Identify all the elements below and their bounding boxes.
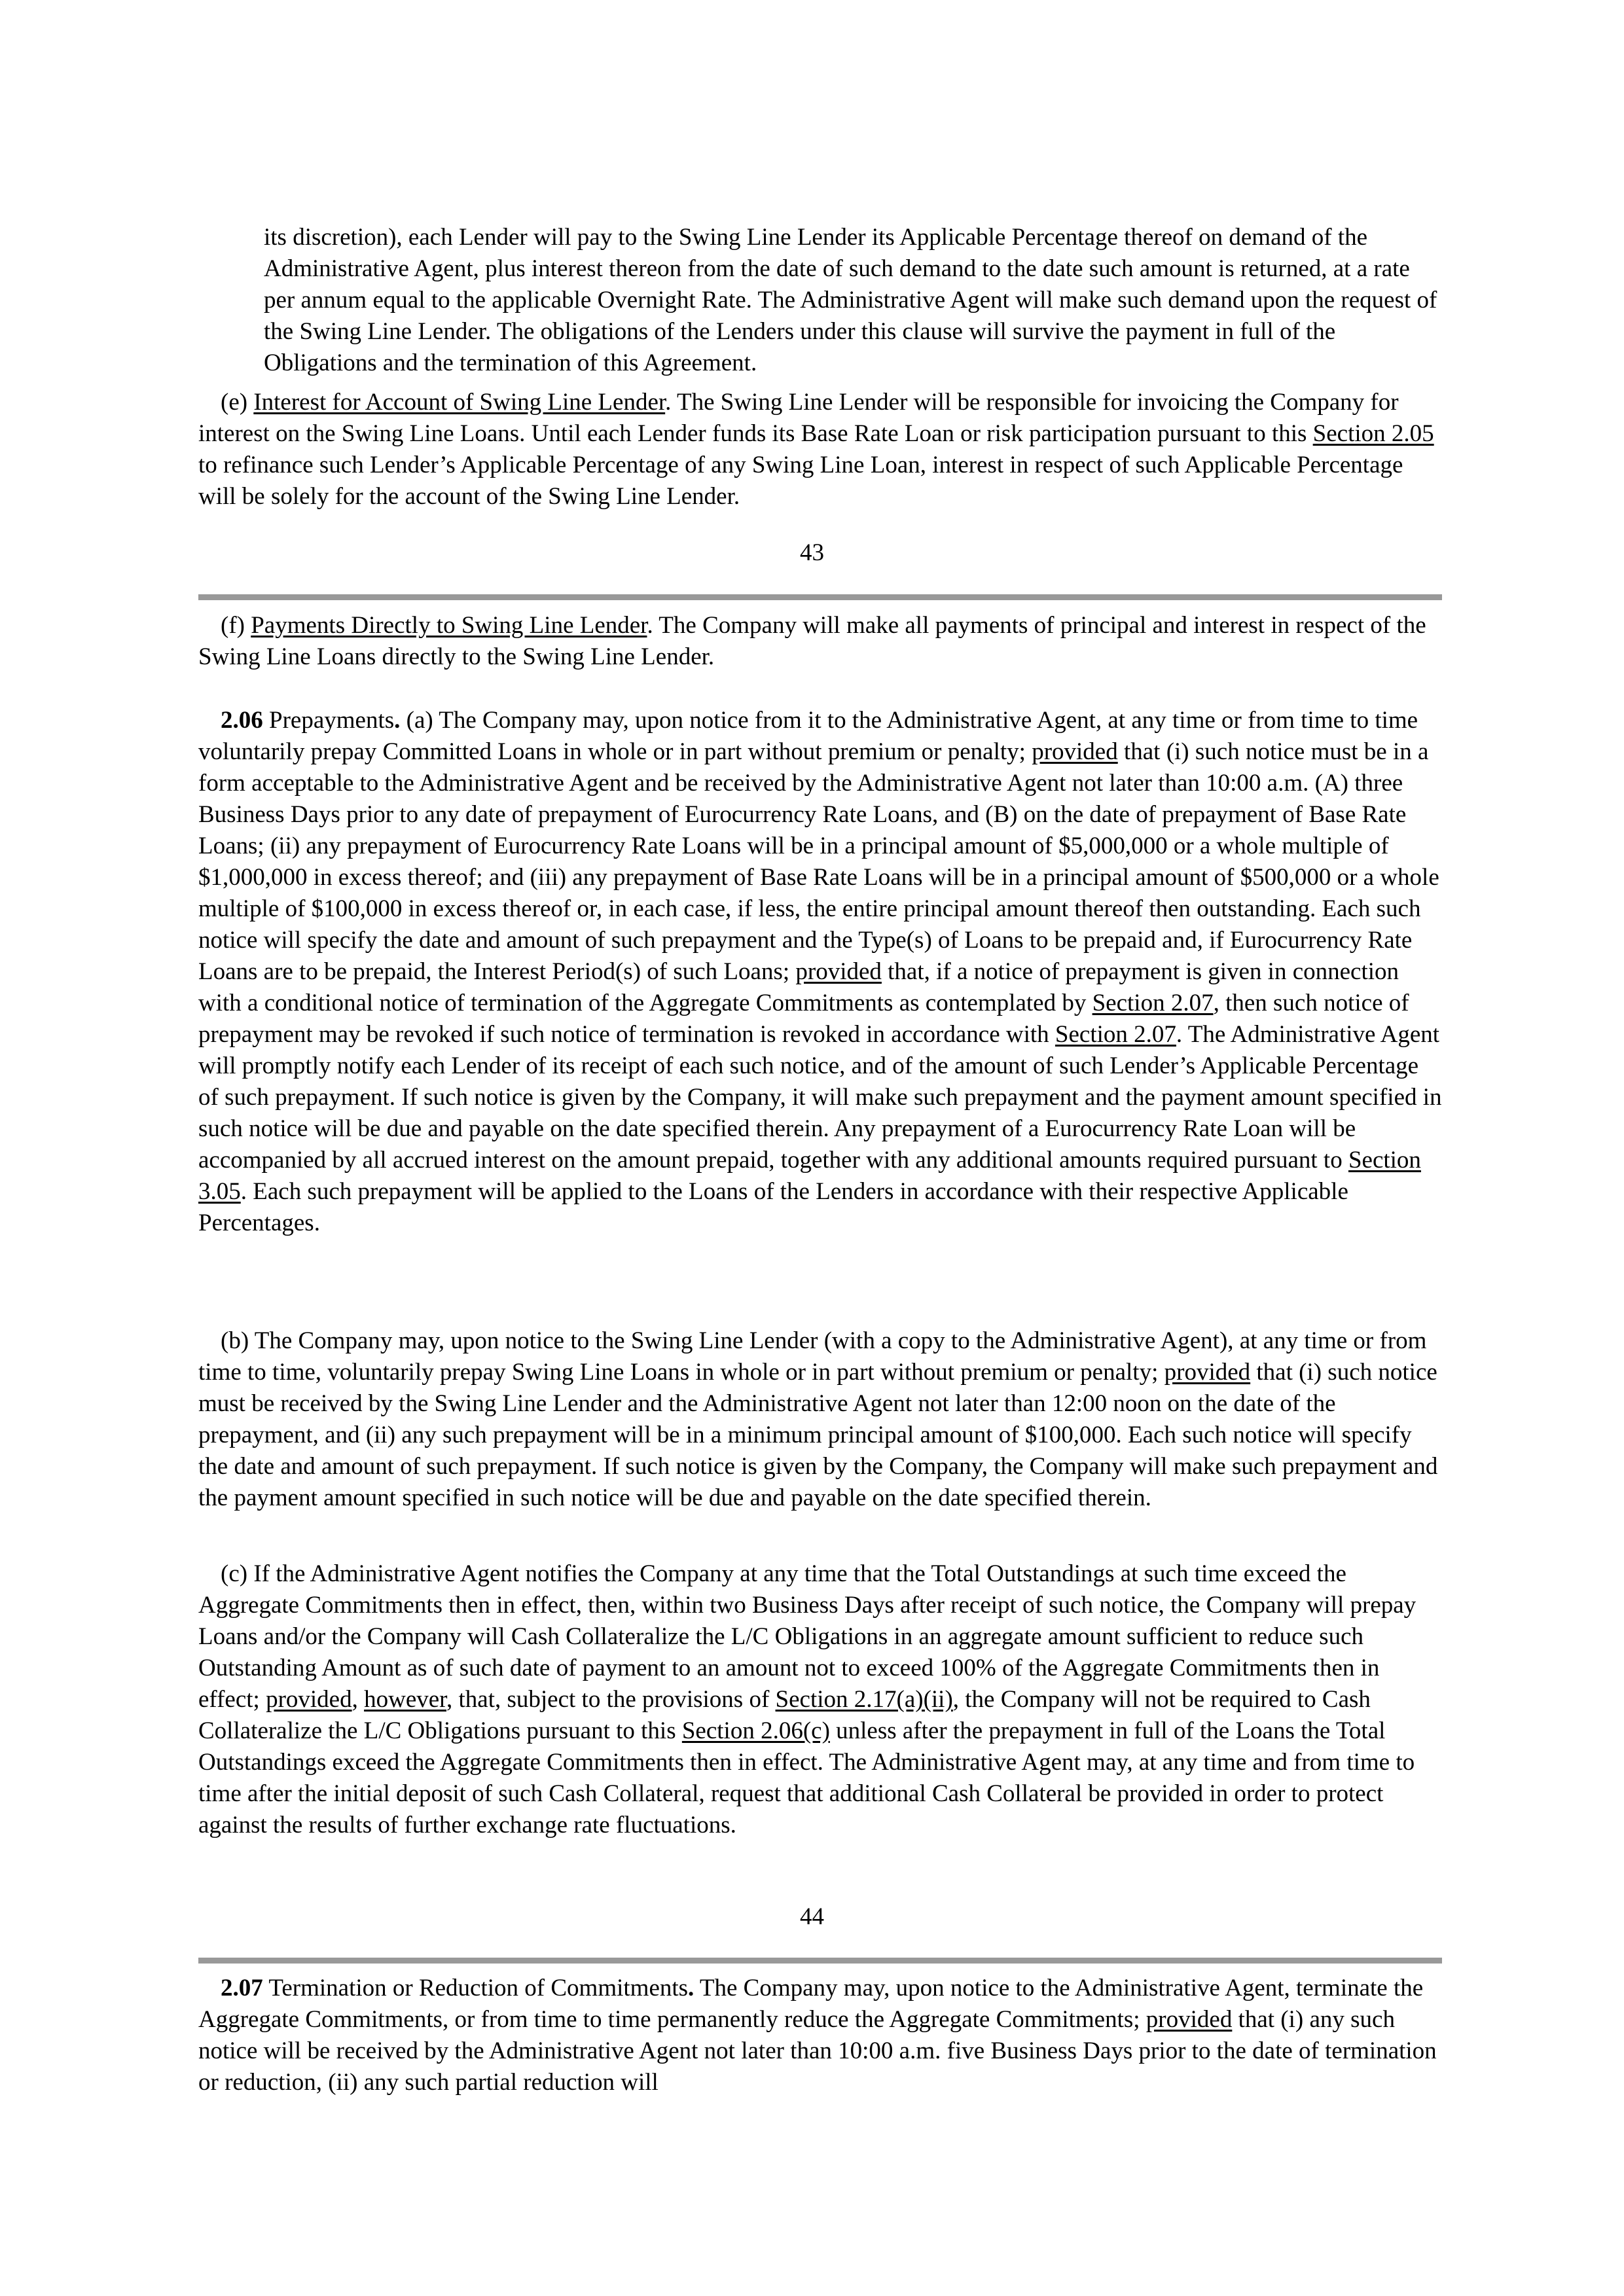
section-reference-link[interactable]: Section 2.07 <box>1092 990 1214 1016</box>
text-run: . The Swing Line Lender will be responsible for invoicing the Company for interest on the Swing Line Loans. Until each Lender funds its Base Rate Loan or risk participation pursuant to this <box>198 389 1399 447</box>
paragraph-text <box>198 387 1442 512</box>
paragraph-f <box>198 610 1442 673</box>
text-run: , then such notice of prepayment may be revoked if such notice of termination is revoked in accordance with <box>198 990 1409 1048</box>
section-reference-link[interactable]: Section 2.17(a)(ii) <box>775 1686 953 1713</box>
provided-term: provided <box>1146 2006 1233 2033</box>
paragraph-continuation <box>264 198 1442 403</box>
section-2-06-a <box>198 705 1442 1239</box>
heading-period: . <box>394 707 401 734</box>
section-reference-link[interactable]: Section 2.07 <box>1055 1021 1176 1048</box>
text-run: , the Company will not be required to Cash Collateralize the L/C Obligations pursuant to this <box>198 1686 1371 1744</box>
section-heading: Termination or Reduction of Commitments <box>262 1975 689 2001</box>
paragraph-text <box>198 705 1442 1239</box>
section-2-06-c <box>198 1558 1442 1841</box>
paragraph-e <box>198 387 1442 512</box>
section-reference-link[interactable]: Section 2.05 <box>1312 420 1434 447</box>
heading-period: . <box>688 1975 695 2001</box>
text-run: , <box>352 1686 365 1713</box>
however-term: however <box>364 1686 446 1713</box>
provided-term: provided <box>1032 738 1118 765</box>
clause-title: Interest for Account of Swing Line Lender <box>253 389 666 416</box>
text-run: that (i) such notice must be received by the Swing Line Lender and the Administrative Agent not later than 12:00 noon on the date of the prepayment, and (ii) any such prepayment will be in a minimum principal amount of $100,000. Each such notice will specify the date and amount of such prepayment. If such notice is given by the Company, the Company will make such prepayment and the payment amount specified in such notice will be due and payable on the date specified therein. <box>198 1359 1438 1511</box>
page-divider <box>198 1958 1442 1964</box>
text-run: (b) The Company may, upon notice to the Swing Line Lender (with a copy to the Administrative Agent), at any time or from time to time, voluntarily prepay Swing Line Loans in whole or in part without premium or penalty; <box>198 1327 1427 1386</box>
section-heading: Prepayments <box>262 707 395 734</box>
text-run: The Company may, upon notice to the Administrative Agent, terminate the Aggregate Commitments, or from time to time permanently reduce the Aggregate Commitments; <box>198 1975 1424 2033</box>
paragraph-text <box>198 610 1442 673</box>
clause-label: (f) <box>221 612 251 639</box>
provided-term: provided <box>1164 1359 1251 1386</box>
text-run: that, if a notice of prepayment is given in connection with a conditional notice of termination of the Aggregate Commitments as contemplated by <box>198 958 1399 1016</box>
text-run: . Each such prepayment will be applied to the Loans of the Lenders in accordance with their respective Applicable Percentages. <box>198 1178 1348 1236</box>
section-2-07 <box>198 1973 1442 2098</box>
text-run: that (i) any such notice will be received by the Administrative Agent not later than 10:00 a.m. five Business Days prior to the date of termination or reduction, (ii) any such partial reduction will <box>198 2006 1437 2096</box>
paragraph-text <box>198 1973 1442 2098</box>
clause-label: (e) <box>221 389 254 416</box>
text-run: (a) The Company may, upon notice from it to the Administrative Agent, at any time or from time to time voluntarily prepay Committed Loans in whole or in part without premium or penalty; <box>198 707 1418 765</box>
text-run: to refinance such Lender’s Applicable Percentage of any Swing Line Loan, interest in respect of such Applicable Percentage will be solely for the account of the Swing Line Lender. <box>198 452 1403 510</box>
paragraph-text <box>198 1325 1442 1514</box>
text-run: , that, subject to the provisions of <box>446 1686 776 1713</box>
paragraph-text <box>198 1558 1442 1841</box>
text-run: (c) If the Administrative Agent notifies the Company at any time that the Total Outstandings at such time exceed the Aggregate Commitments then in effect, then, within two Business Days after receipt of such notice, the Company will prepay Loans and/or the Company will Cash Collateralize the L/C Obligations in an aggregate amount sufficient to reduce such Outstanding Amount as of such date of payment to an amount not to exceed 100% of the Aggregate Commitments then in effect; <box>198 1560 1416 1713</box>
clause-title: Payments Directly to Swing Line Lender <box>251 612 647 639</box>
section-reference-link[interactable]: Section 2.06(c) <box>681 1717 830 1744</box>
page-number: 43 <box>800 539 824 566</box>
page-number: 44 <box>800 1903 824 1930</box>
provided-term: provided <box>795 958 882 985</box>
text-run: . The Administrative Agent will promptly notify each Lender of its receipt of each such notice, and of the amount of such Lender’s Applicable Percentage of such prepayment. If such notice is given by the Company, it will make such prepayment and the payment amount specified in such notice will be due and payable on the date specified therein. Any prepayment of a Eurocurrency Rate Loan will be accompanied by all accrued interest on the amount prepaid, together with any additional amounts required pursuant to <box>198 1021 1442 1174</box>
section-number: 2.06 <box>221 707 263 734</box>
provided-term: provided <box>266 1686 352 1713</box>
page-divider <box>198 594 1442 600</box>
section-2-06-b <box>198 1325 1442 1514</box>
text-run: unless after the prepayment in full of the Loans the Total Outstandings exceed the Aggregate Commitments then in effect. The Administrative Agent may, at any time and from time to time after the initial deposit of such Cash Collateral, request that additional Cash Collateral be provided in order to protect against the results of further exchange rate fluctuations. <box>198 1717 1415 1839</box>
section-number: 2.07 <box>221 1975 263 2001</box>
section-reference-link[interactable]: Section 3.05 <box>198 1147 1421 1205</box>
paragraph-text: its discretion), each Lender will pay to the Swing Line Lender its Applicable Percentage thereof on demand of the Administrative Agent, plus interest thereon from the date of such demand to the date such amount is returned, at a rate per annum equal to the applicable Overnight Rate. The Administrative Agent will make such demand upon the request of the Swing Line Lender. The obligations of the Lenders under this clause will survive the payment in full of the Obligations and the termination of this Agreement. <box>264 224 1437 376</box>
text-run: . The Company will make all payments of principal and interest in respect of the Swing Line Loans directly to the Swing Line Lender. <box>198 612 1426 670</box>
text-run: that (i) such notice must be in a form acceptable to the Administrative Agent and be received by the Administrative Agent not later than 10:00 a.m. (A) three Business Days prior to any date of prepayment of Eurocurrency Rate Loans, and (B) on the date of prepayment of Base Rate Loans; (ii) any prepayment of Eurocurrency Rate Loans will be in a principal amount of $5,000,000 or a whole multiple of $1,000,000 in excess thereof; and (iii) any prepayment of Base Rate Loans will be in a principal amount of $500,000 or a whole multiple of $100,000 in excess thereof or, in each case, if less, the entire principal amount thereof then outstanding. Each such notice will specify the date and amount of such prepayment and the Type(s) of Loans to be prepaid and, if Eurocurrency Rate Loans are to be prepaid, the Interest Period(s) of such Loans; <box>198 738 1439 985</box>
